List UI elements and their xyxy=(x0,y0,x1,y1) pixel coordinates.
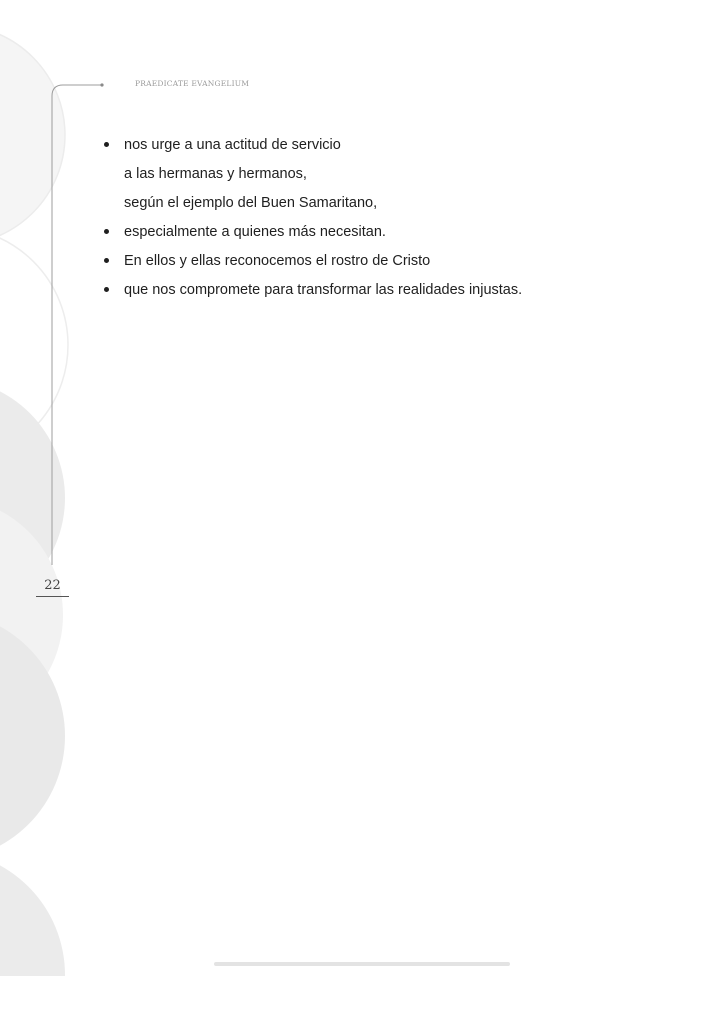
bullet-dot-icon xyxy=(104,258,109,263)
footer-scroll-bar xyxy=(214,962,510,966)
margin-rule-end-dot xyxy=(100,83,103,86)
list-item-continuation xyxy=(104,193,664,222)
list-item xyxy=(104,135,664,164)
page-number: 22 xyxy=(36,578,69,597)
list-item xyxy=(104,222,664,251)
list-item xyxy=(104,280,664,309)
bullet-dot-icon xyxy=(104,142,109,147)
bullet-list xyxy=(104,135,664,309)
list-item-text: a las hermanas y hermanos, xyxy=(124,166,307,182)
list-item-text: según el ejemplo del Buen Samaritano, xyxy=(124,195,378,211)
list-item-text: En ellos y ellas reconocemos el rostro de Cristo xyxy=(124,253,431,269)
list-item-text: que nos compromete para transformar las realidades injustas. xyxy=(124,282,523,298)
list-item-continuation xyxy=(104,164,664,193)
list-item-text: nos urge a una actitud de servicio xyxy=(124,137,341,153)
bullet-dot-icon xyxy=(104,287,109,292)
running-header-title: PRAEDICATE EVANGELIUM xyxy=(135,79,250,88)
list-item-text: especialmente a quienes más necesitan. xyxy=(124,224,386,240)
decorative-circles xyxy=(0,25,68,1024)
list-item xyxy=(104,251,664,280)
bullet-dot-icon xyxy=(104,229,109,234)
